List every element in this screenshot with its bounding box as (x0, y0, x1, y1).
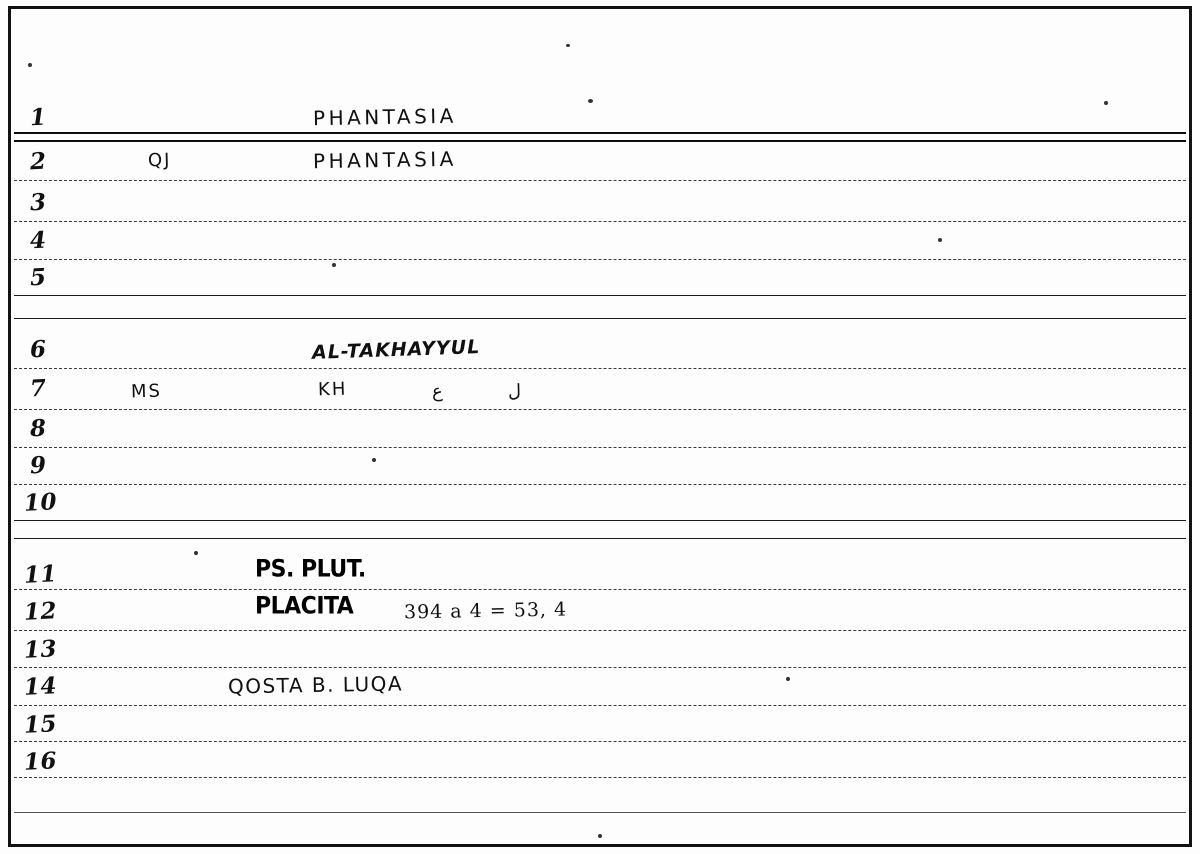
card-border-right (1189, 6, 1192, 847)
line-number: 11 (23, 560, 58, 589)
entry-stamp-line-11: PS. PLUT. (255, 556, 366, 583)
rule-line-6 (14, 368, 1186, 369)
rule-line-8 (14, 447, 1186, 448)
card-border-top (8, 6, 1192, 9)
scan-speck (566, 44, 570, 47)
rule-line-10 (14, 520, 1186, 521)
rule-line-12 (14, 630, 1186, 631)
rule-line-11 (14, 589, 1186, 590)
scan-speck (372, 458, 376, 462)
entry-extra1-line-7: ع (431, 380, 444, 403)
entry-text-line-2: PHANTASIA (312, 146, 458, 174)
line-number: 7 (29, 374, 48, 403)
rule-line-14 (14, 705, 1186, 706)
line-number: 1 (29, 103, 48, 132)
rule-line-5b (14, 318, 1186, 319)
card-border-left (8, 6, 11, 847)
rule-line-3 (14, 221, 1186, 222)
rule-line-2 (14, 180, 1186, 181)
scan-speck (938, 238, 942, 242)
scan-speck (786, 677, 790, 681)
line-number: 5 (29, 263, 48, 292)
line-number: 9 (29, 451, 48, 480)
line-number: 4 (29, 226, 48, 255)
scan-speck (332, 263, 336, 267)
entry-title-line-1: PHANTASIA (312, 103, 458, 131)
rule-line-1b (14, 140, 1186, 142)
rule-line-16 (14, 777, 1186, 778)
rule-line-7 (14, 409, 1186, 410)
line-number: 3 (29, 188, 48, 217)
entry-stamp-line-12: PLACITA (255, 593, 354, 620)
entry-text-line-14: QOSTA B. LUQA (227, 671, 404, 699)
line-number: 12 (23, 597, 58, 626)
line-number: 16 (23, 747, 58, 776)
line-number: 2 (29, 147, 48, 176)
rule-line-4 (14, 259, 1186, 260)
rule-line-9 (14, 484, 1186, 485)
rule-line-1 (14, 132, 1186, 134)
entry-reference-line-12: 394 a 4 = 53, 4 (403, 598, 568, 624)
entry-text-line-7: KH (317, 378, 348, 401)
rule-line-15 (14, 741, 1186, 742)
line-number: 14 (23, 672, 58, 701)
entry-text-line-6: AL-TAKHAYYUL (311, 336, 481, 364)
rule-line-13 (14, 667, 1186, 668)
rule-line-footer (14, 812, 1186, 813)
scan-speck (194, 551, 198, 555)
scan-speck (588, 99, 593, 103)
line-number: 15 (23, 710, 58, 739)
line-number: 6 (29, 335, 48, 364)
rule-line-10b (14, 538, 1186, 539)
scan-speck (1104, 101, 1108, 105)
entry-extra2-line-7: ل (507, 380, 522, 403)
line-number: 10 (23, 488, 58, 517)
entry-siglum-line-2: QJ (147, 149, 172, 172)
entry-siglum-line-7: MS (130, 380, 163, 403)
line-number: 13 (23, 635, 58, 664)
rule-line-5 (14, 295, 1186, 296)
scan-speck (28, 63, 32, 67)
scan-speck (598, 834, 602, 838)
line-number: 8 (29, 414, 48, 443)
card-border-bottom (8, 844, 1192, 847)
